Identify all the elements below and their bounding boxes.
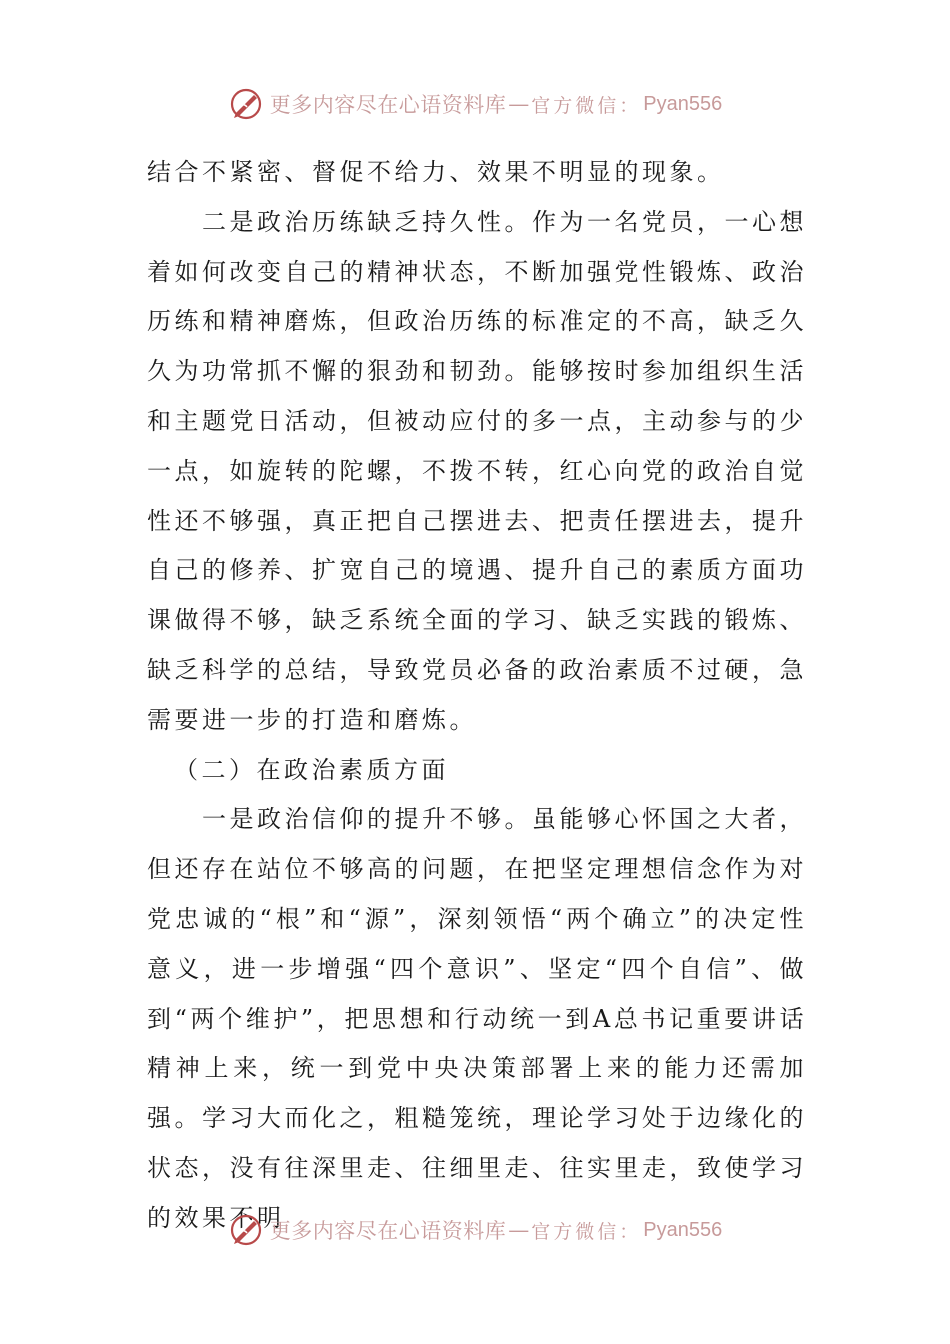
banner-wechat-label: 官方微信： [531,1220,642,1243]
banner-main-text: 更多内容尽在心语资料库 [269,1219,507,1243]
paragraph-political-training: 二是政治历练缺乏持久性。作为一名党员，一心想着如何改变自己的精神状态，不断加强党性锻炼、政治历练和精神磨炼，但政治历练的标准定的不高，缺乏久久为功常抓不懈的狠劲和韧劲。能够按时参加组织生活和主题党日活动，但被动应付的多一点，主动参与的少一点，如旋转的陀螺，不拨不转，红心向党的政治自觉性还不够强，真正把自己摆进去、把责任摆进去，提升自己的修养、扩宽自己的境遇、提升自己的素质方面功课做得不够，缺乏系统全面的学习、缺乏实践的锻炼、缺乏科学的总结，导致党员必备的政治素质不过硬，急需要进一步的打造和磨炼。 [147,207,807,734]
banner-dash: — [508,92,530,116]
section-heading: （二）在政治素质方面 [174,755,449,784]
header-watermark-banner [0,84,950,124]
body-text [147,148,807,1244]
paragraph-continuation: 结合不紧密、督促不给力、效果不明显的现象。 [147,158,725,186]
banner-dash: — [508,1218,530,1242]
banner-wechat-label: 官方微信： [531,94,642,117]
paragraph-political-belief: 一是政治信仰的提升不够。虽能够心怀国之大者，但还存在站位不够高的问题，在把坚定理想信念作为对党忠诚的“根”和“源”，深刻领悟“两个确立”的决定性意义，进一步增强“四个意识”、坚定“四个自信”、做到“两个维护”，把思想和行动统一到A总书记重要讲话精神上来，统一到党中央决策部署上来的能力还需加强。学习大而化之，粗糙笼统，理论学习处于边缘化的状态，没有往深里走、往细里走、往实里走，致使学习的效果不明 [147,805,807,1232]
banner-wechat-id: Pyan556 [643,1218,723,1241]
banner-wechat-id: Pyan556 [643,92,723,115]
pen-logo-icon [228,86,264,122]
pen-logo-icon [228,1212,264,1248]
footer-watermark-banner [0,1210,950,1250]
banner-main-text: 更多内容尽在心语资料库 [269,93,507,117]
